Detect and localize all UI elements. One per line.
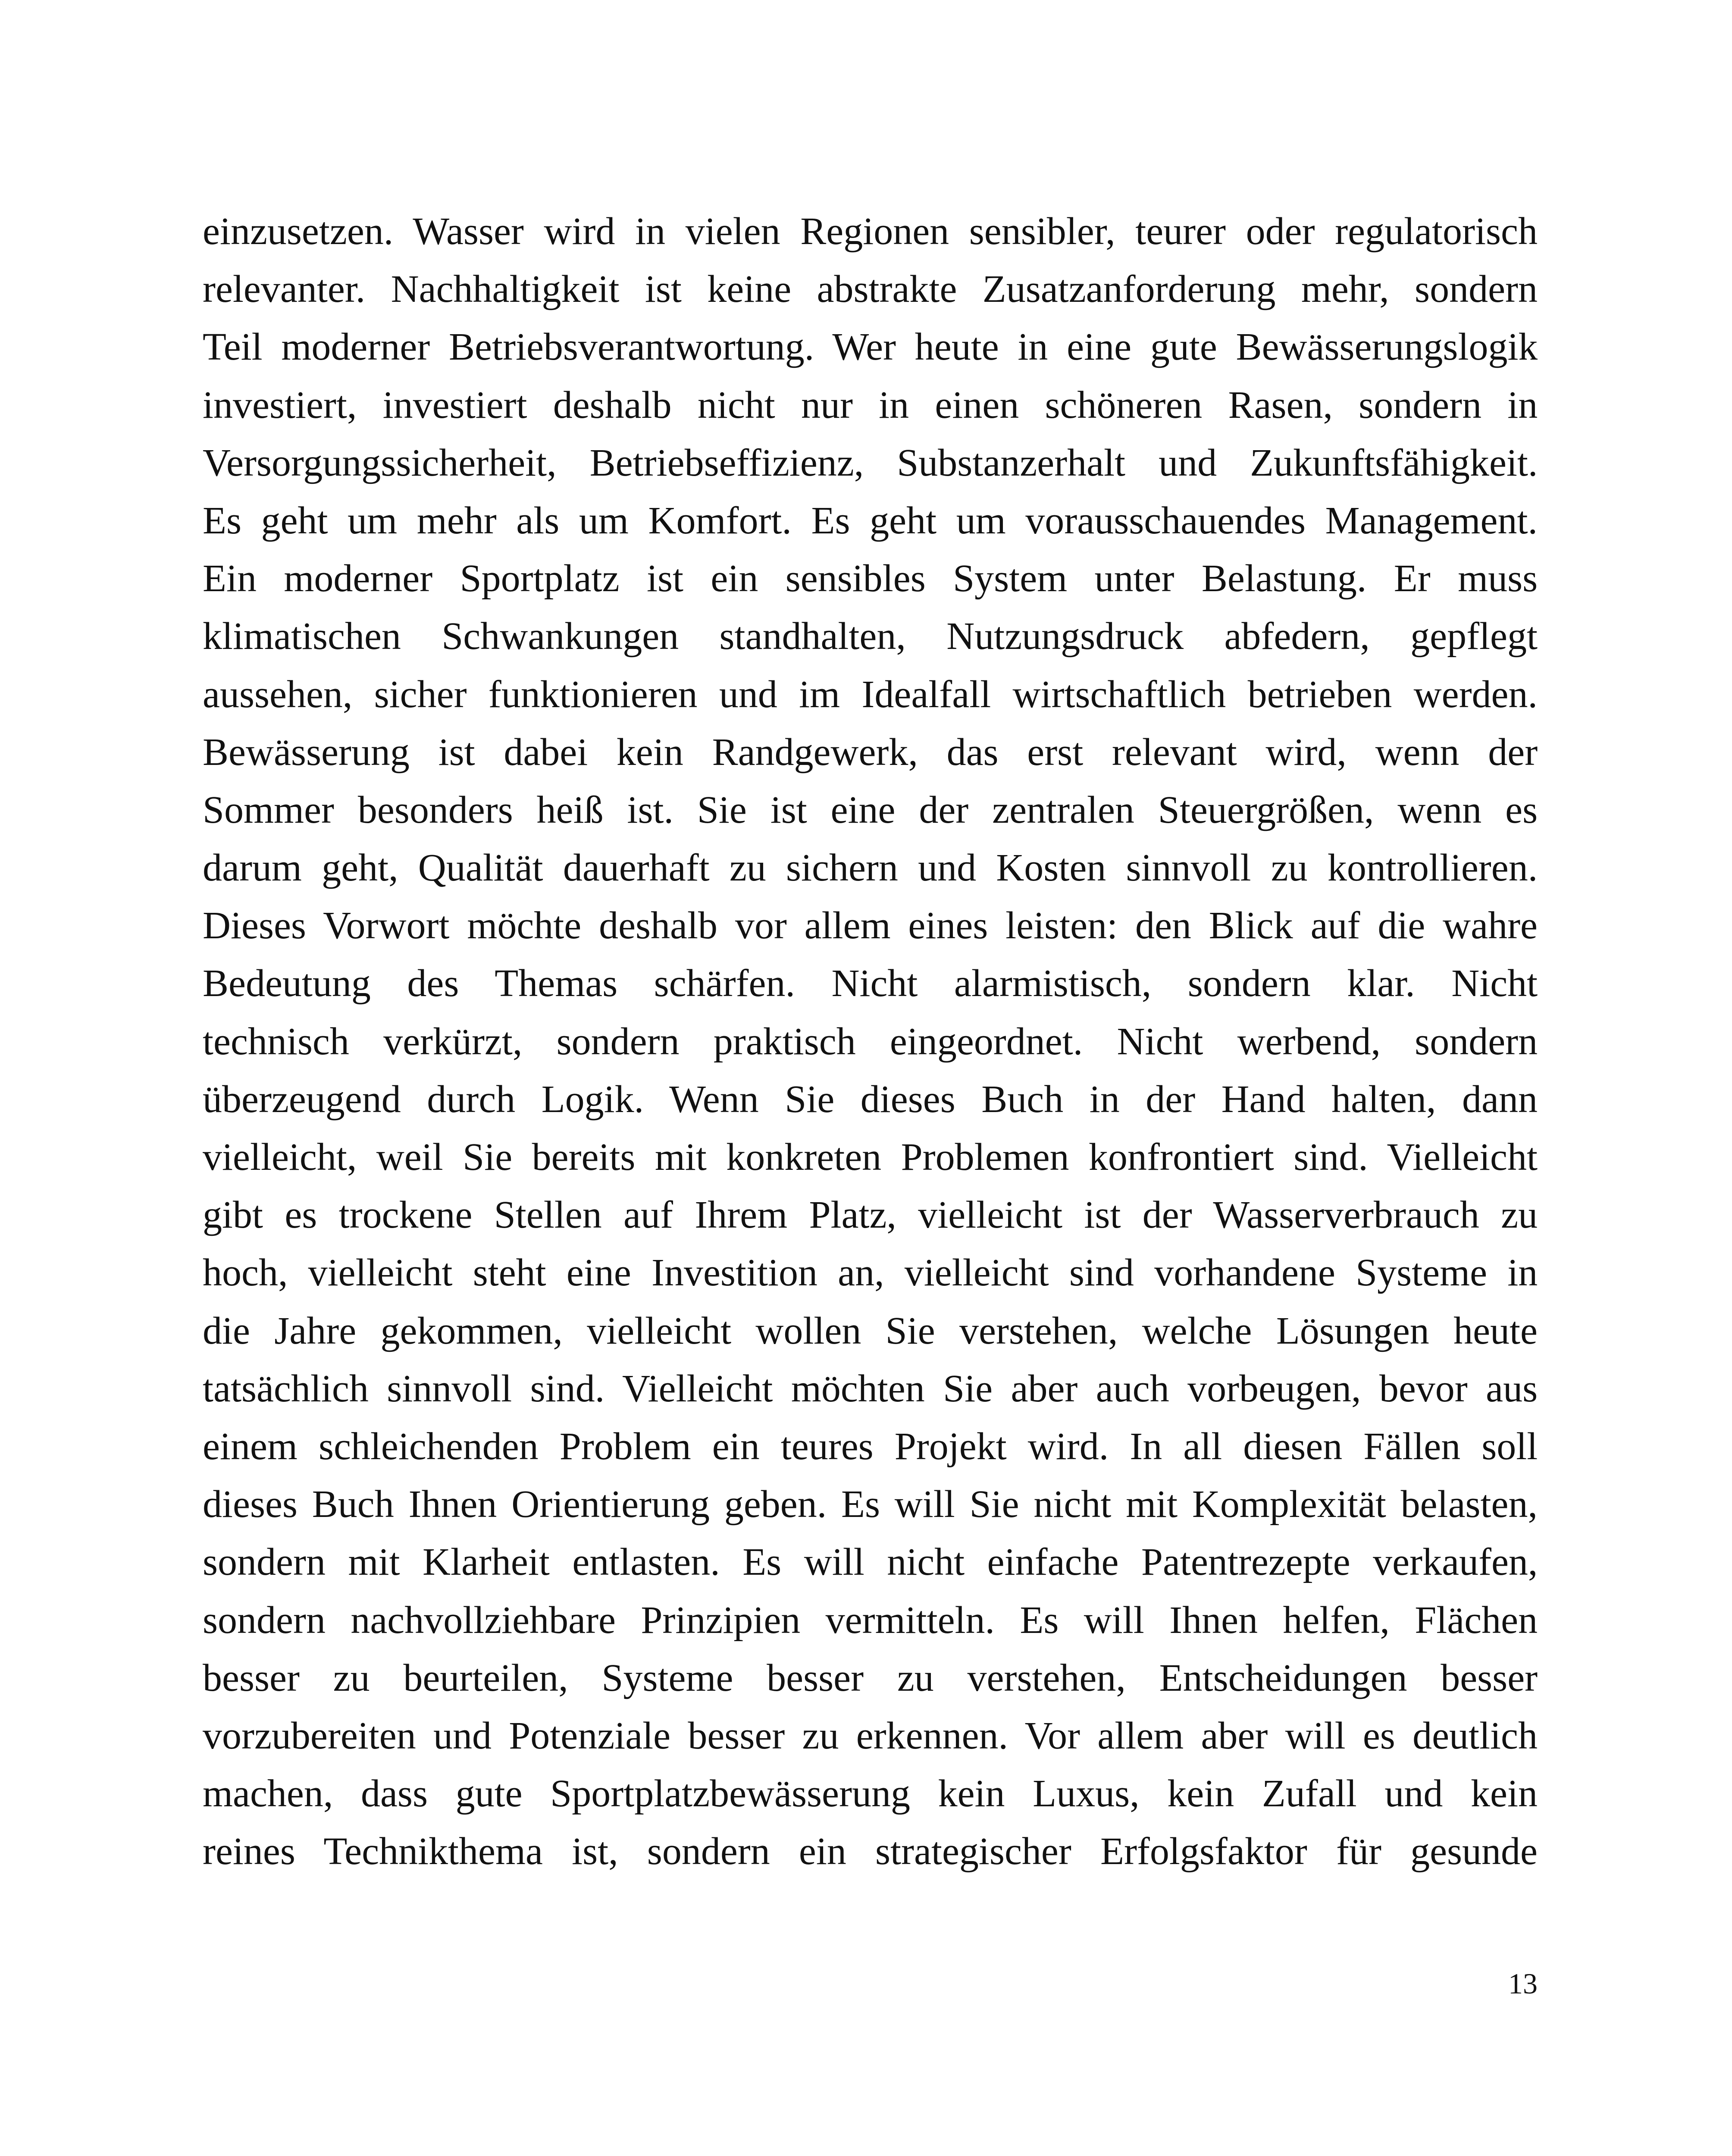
text-line: tatsächlich sinnvoll sind. Vielleicht möchten Sie aber auch vorbeugen, bevor aus [203, 1367, 1538, 1410]
text-line: darum geht, Qualität dauerhaft zu sichern und Kosten sinnvoll zu kontrollieren. [203, 846, 1538, 890]
text-line: einzusetzen. Wasser wird in vielen Regionen sensibler, teurer oder regulatorisch [203, 210, 1538, 253]
text-line: Dieses Vorwort möchte deshalb vor allem eines leisten: den Blick auf die wahre [203, 904, 1538, 947]
body-text [203, 203, 1538, 1880]
text-line: die Jahre gekommen, vielleicht wollen Sie verstehen, welche Lösungen heute [203, 1309, 1538, 1352]
text-line: vorzubereiten und Potenziale besser zu erkennen. Vor allem aber will es deutlich [203, 1714, 1538, 1757]
text-line: sondern mit Klarheit entlasten. Es will nicht einfache Patentrezepte verkaufen, [203, 1541, 1538, 1584]
text-line: klimatischen Schwankungen standhalten, Nutzungsdruck abfedern, gepflegt [203, 615, 1538, 658]
text-line: relevanter. Nachhaltigkeit ist keine abstrakte Zusatzanforderung mehr, sondern [203, 268, 1538, 311]
text-line: Versorgungssicherheit, Betriebseffizienz, Substanzerhalt und Zukunftsfähigkeit. [203, 441, 1538, 484]
text-line: hoch, vielleicht steht eine Investition an, vielleicht sind vorhandene Systeme in [203, 1251, 1538, 1294]
text-line: Bedeutung des Themas schärfen. Nicht alarmistisch, sondern klar. Nicht [203, 962, 1538, 1005]
text-line: aussehen, sicher funktionieren und im Idealfall wirtschaftlich betrieben werden. [203, 673, 1538, 716]
text-line: machen, dass gute Sportplatzbewässerung kein Luxus, kein Zufall und kein [203, 1772, 1538, 1815]
text-line: Teil moderner Betriebsverantwortung. Wer heute in eine gute Bewässerungslogik [203, 326, 1538, 369]
text-line: besser zu beurteilen, Systeme besser zu verstehen, Entscheidungen besser [203, 1656, 1538, 1699]
text-line: Sommer besonders heiß ist. Sie ist eine der zentralen Steuergrößen, wenn es [203, 788, 1538, 831]
text-line: gibt es trockene Stellen auf Ihrem Platz, vielleicht ist der Wasserverbrauch zu [203, 1194, 1538, 1237]
text-line: überzeugend durch Logik. Wenn Sie dieses Buch in der Hand halten, dann [203, 1078, 1538, 1121]
text-line: dieses Buch Ihnen Orientierung geben. Es will Sie nicht mit Komplexität belasten, [203, 1483, 1538, 1526]
text-line: einem schleichenden Problem ein teures Projekt wird. In all diesen Fällen soll [203, 1425, 1538, 1468]
text-line: Ein moderner Sportplatz ist ein sensibles System unter Belastung. Er muss [203, 557, 1538, 600]
text-line: investiert, investiert deshalb nicht nur in einen schöneren Rasen, sondern in [203, 383, 1538, 426]
page-number: 13 [1508, 1967, 1538, 2000]
text-line: Bewässerung ist dabei kein Randgewerk, das erst relevant wird, wenn der [203, 730, 1538, 774]
text-line: vielleicht, weil Sie bereits mit konkreten Problemen konfrontiert sind. Vielleicht [203, 1136, 1538, 1178]
text-line: sondern nachvollziehbare Prinzipien vermitteln. Es will Ihnen helfen, Flächen [203, 1598, 1538, 1642]
text-line: technisch verkürzt, sondern praktisch eingeordnet. Nicht werbend, sondern [203, 1020, 1538, 1063]
text-line: reines Technikthema ist, sondern ein strategischer Erfolgsfaktor für gesunde [203, 1830, 1538, 1873]
text-line: Es geht um mehr als um Komfort. Es geht um vorausschauendes Management. [203, 499, 1538, 542]
